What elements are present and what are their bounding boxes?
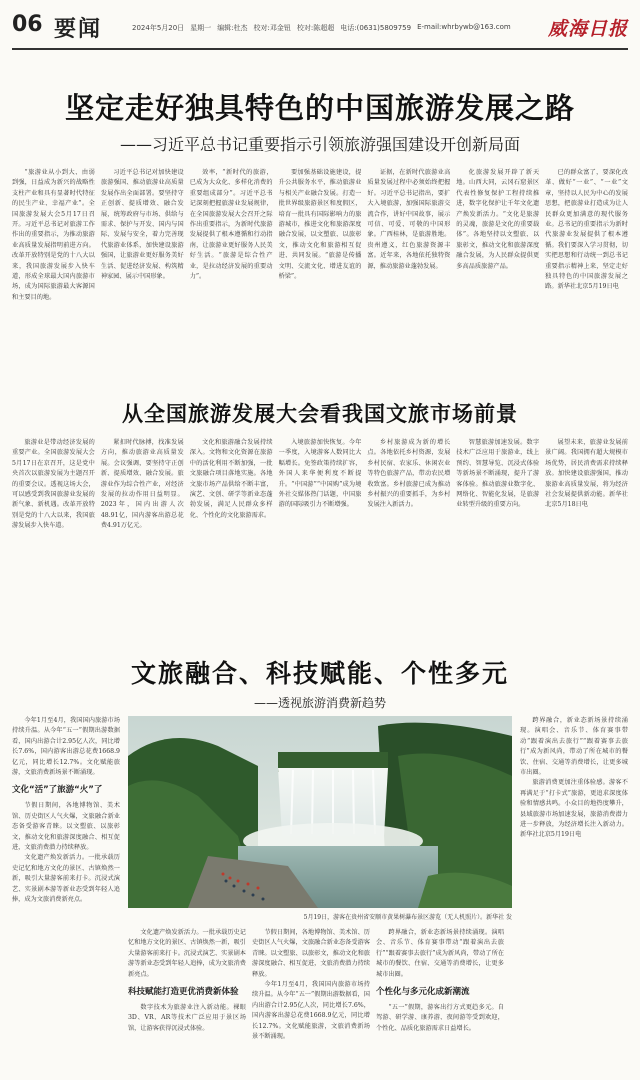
- article3-column-3: 节假日期间，各地博物馆、美术馆、历史街区人气火爆，文旅融合新业态备受游客青睐。以文塑旅、以旅彰文，推动文化和旅游深度融合、相互促进，文旅消费潜力持续释放。 今年1月至4月，我国国内旅游市场持续升温。从今年“五一”假期出游数据看，国内出游合计2.95亿人次，同比增长7.6%，国内游客出游总花费1668.9亿元，同比增长12.7%。文化赋能旅游，文旅消费新场景不断涌现。: [252, 929, 370, 1041]
- article3-section-title: 文化“活”了旅游“火”了: [12, 785, 103, 796]
- article2-column: 展望未来，旅游业发展前景广阔。我国拥有超大规模市场优势，居民消费需求持续释放。加快建设旅游强国，推动旅游业高质量发展，将为经济社会发展提供新动能。新华社北京5月18日电: [545, 439, 628, 509]
- meta-phone: 电话:(0631)5809759: [340, 24, 412, 32]
- waterfall-photo-image: [128, 716, 512, 908]
- article1-column: “旅游业从小到大、由弱到强，日益成为新兴的战略性支柱产业和具有显著时代特征的民生产业、幸福产业”。全国旅游发展大会5月17日召开。习近平总书记对旅游工作作出的重要指示，为推动旅游业高质量发展指明前进方向。改革开放特别是党的十八大以来，我国旅游发展步入快车道，形成全球最大国内旅游市场，成为国际旅游最大客源国和主要目的地。: [12, 169, 95, 301]
- article3-column-4: 跨界融合，新业态新场景持续涌现。演唱会、音乐节、体育赛事带动“跟着演出去旅行”“跟着赛事去旅行”成为新风尚，带动了所在城市的餐饮、住宿、交通等消费增长，让更多城市出圈。 个性化与多元化成新潮流 “五一”假期，游客出行方式更趋多元。自驾游、研学游、康养游、夜间游等受到欢迎，个性化、品质化旅游需求日益增长。: [376, 929, 504, 1032]
- article3-column-right: 跨界融合，新业态新场景持续涌现。演唱会、音乐节、体育赛事带动“跟着演出去旅行”“跟着赛事去旅行”成为新风尚，带动了所在城市的餐饮、住宿、交通等消费增长，让更多城市出圈。 旅游消费更加注重体验感。游客不再满足于“打卡式”旅游，更追求深度体验和情感共鸣。小众目的地热度攀升，县域旅游市场加速发展，旅游消费潜力进一步释放，为经济增长注入新动力。新华社北京5月19日电: [520, 717, 628, 839]
- page-header: [12, 12, 628, 46]
- header-rule: [12, 48, 628, 50]
- article1-column: 证据，在新时代旅游业高质量发展过程中必须始终把握好。习近平总书记指出，要扩大入境旅游，加强国际旅游交流合作，讲好中国故事，展示可信、可爱、可敬的中国形象。广西桂林，是旅游胜地。贵州遵义，红色旅游资源丰富。近年来，各地依托独特资源，推动旅游业蓬勃发展。: [367, 169, 451, 270]
- article3-subsection-title-diverse: 个性化与多元化成新潮流: [376, 987, 470, 998]
- article1-subheadline: ——习近平总书记重要指示引领旅游强国建设开创新局面: [119, 135, 520, 154]
- meta-proof-2: 校对:陈超超: [296, 24, 335, 32]
- article1-headline: 坚定走好独具特色的中国旅游发展之路: [64, 91, 575, 125]
- article2-column: 乡村旅游成为新的增长点。各地依托乡村资源，发展乡村民宿、农家乐、休闲农业等特色旅游产品，带动农民增收致富。乡村旅游已成为推动乡村振兴的重要抓手，为乡村发展注入新活力。: [367, 439, 451, 509]
- article3-headline: 文旅融合、科技赋能、个性多元: [130, 659, 509, 688]
- article2-column: 旅游业是带动经济发展的重要产业。全国旅游发展大会5月17日在京召开，这是党中央首次以旅游发展为主题召开的重要会议。透视这场大会，可以感受到我国旅游业发展的新气象、新机遇。改革开放特别是党的十八大以来，我国旅游发展步入快车道。: [12, 439, 95, 530]
- article1-column: 效率，“新时代的旅游，已成为大众化、多样化消费的重要组成部分”。习近平总书记深刻把握旅游业发展规律，在全国旅游发展大会召开之际作出重要指示，为新时代旅游发展提供了根本遵循和行动指南，让旅游业更好服务人民美好生活。“旅游是综合性产业，是拉动经济发展的重要动力”。: [189, 169, 273, 281]
- article3-column-2: 文化遗产焕发新活力。一批承载历史记忆和地方文化的景区、古镇焕然一新，吸引大量游客前来打卡。沉浸式演艺、实景剧本游等新业态受到年轻人追捧，成为文旅消费新亮点。 科技赋能打造更优消费新体验 数字技术为旅游业注入新动能。裸眼3D、VR、AR等技术广泛应用于景区场馆，让游客获得沉浸式体验。: [128, 929, 246, 1032]
- article2-column: 文化和旅游融合发展持续深入。文物和文化资源在旅游中的活化利用不断加强，一批文旅融合项目落地实施。各地文旅市场产品供给不断丰富，演艺、文创、研学等新业态蓬勃发展，满足人民群众多样化、个性化的文化旅游需求。: [189, 439, 273, 519]
- article1-column: 已的群众富了，要深化改革、做好“一业”、“一业”文章，坚持以人民为中心的发展思想，把旅游业打造成为让人民群众更加满意的现代服务业。总书记的重要指示为新时代旅游业发展提供了根本遵循。我们要深入学习贯彻，切实把思想和行动统一到总书记重要指示精神上来，坚定走好独具特色的中国旅游发展之路。新华社北京5月19日电: [545, 169, 628, 291]
- article1-column: 习近平总书记对加快建设旅游强国、推动旅游业高质量发展作出全面部署。要坚持守正创新、提质增效、融合发展，统筹政府与市场、供给与需求、保护与开发、国内与国际、发展与安全，着力完善现代旅游业体系，加快建设旅游强国，让旅游业更好服务美好生活、促进经济发展、构筑精神家园、展示中国形象。: [100, 169, 184, 281]
- article1-column: 要加强基础设施建设，提升公共服务水平，推动旅游业与相关产业融合发展。打造一批世界级旅游景区和度假区，培育一批具有国际影响力的旅游城市，推进文化和旅游深度融合发展，以文塑旅、以旅彰文，推动文化和旅游相互促进、共同发展。“旅游是传播文明、交流文化、增进友谊的桥梁”。: [278, 169, 362, 281]
- article2-headline: 从全国旅游发展大会看我国文旅市场前景: [122, 401, 518, 426]
- newspaper-logo: 威海日报: [547, 18, 628, 40]
- article3-subheadline: ——透视旅游消费新趋势: [253, 696, 386, 710]
- waterfall-photo: [128, 716, 512, 908]
- article2-column: 入境旅游加快恢复。今年一季度，入境游客人数同比大幅增长。免签政策持续扩容，外国人来华便利度不断提升。“中国游”“中国购”成为境外社交媒体热门话题，中国旅游的国际吸引力不断增强。: [278, 439, 362, 509]
- article3-subsection-title-tech: 科技赋能打造更优消费新体验: [128, 987, 239, 998]
- article2-column: 紧扣时代脉搏，找准发展方向，推动旅游业高质量发展。会议强调，要坚持守正创新、提质增效、融合发展。旅游业作为综合性产业，对经济发展的拉动作用日益明显。2023年，国内出游人次48.91亿，国内游客出游总花费4.91万亿元。: [100, 439, 184, 530]
- photo-caption: 5月19日，游客在贵州省安顺市黄果树瀑布景区游览（无人机照片）。新华社 发: [303, 914, 512, 921]
- article2-body: [12, 438, 628, 642]
- article2-column: 智慧旅游加速发展。数字技术广泛应用于旅游业，线上预约、智慧导览、沉浸式体验等新场景不断涌现，提升了游客体验。推动旅游业数字化、网络化、智能化发展，是旅游业转型升级的重要方向。: [456, 439, 540, 509]
- page-number: 06: [12, 12, 43, 37]
- meta-email: E-mail:whrbywb@163.com: [417, 23, 511, 31]
- meta-proof-1: 校对:邓金钮: [253, 24, 291, 32]
- meta-date: 2024年5月20日: [132, 24, 185, 32]
- page-meta: [132, 23, 511, 33]
- article3-column-left: 今年1月至4月，我国国内旅游市场持续升温。从今年“五一”假期出游数据看，国内出游合计2.95亿人次，同比增长7.6%，国内游客出游总花费1668.9亿元，同比增长12.7%。文化赋能旅游，文旅消费新场景不断涌现。 文化“活”了旅游“火”了 节假日期间，各地博物馆、美术馆、历史街区人气火爆，文旅融合新业态备受游客青睐。以文塑旅、以旅彰文，推动文化和旅游深度融合、相互促进，文旅消费潜力持续释放。 文化遗产焕发新活力。一批承载历史记忆和地方文化的景区、古镇焕然一新，吸引大量游客前来打卡。沉浸式演艺、实景剧本游等新业态受到年轻人追捧，成为文旅消费新亮点。: [12, 717, 120, 904]
- meta-editor: 编辑:杜杰: [217, 24, 248, 32]
- meta-weekday: 星期一: [190, 24, 212, 32]
- article1-body: [12, 168, 628, 374]
- section-title: 要闻: [54, 17, 103, 42]
- article1-column: 化旅游发展开辟了新天地。山西大同，云冈石窟景区代表性修复保护工程持续推进，数字化保护让千年文化遗产焕发新活力。“文化是旅游的灵魂，旅游是文化的重要载体”。各地坚持以文塑旅、以旅彰文，推动文化和旅游深度融合发展，为人民群众提供更多高品质旅游产品。: [456, 169, 540, 270]
